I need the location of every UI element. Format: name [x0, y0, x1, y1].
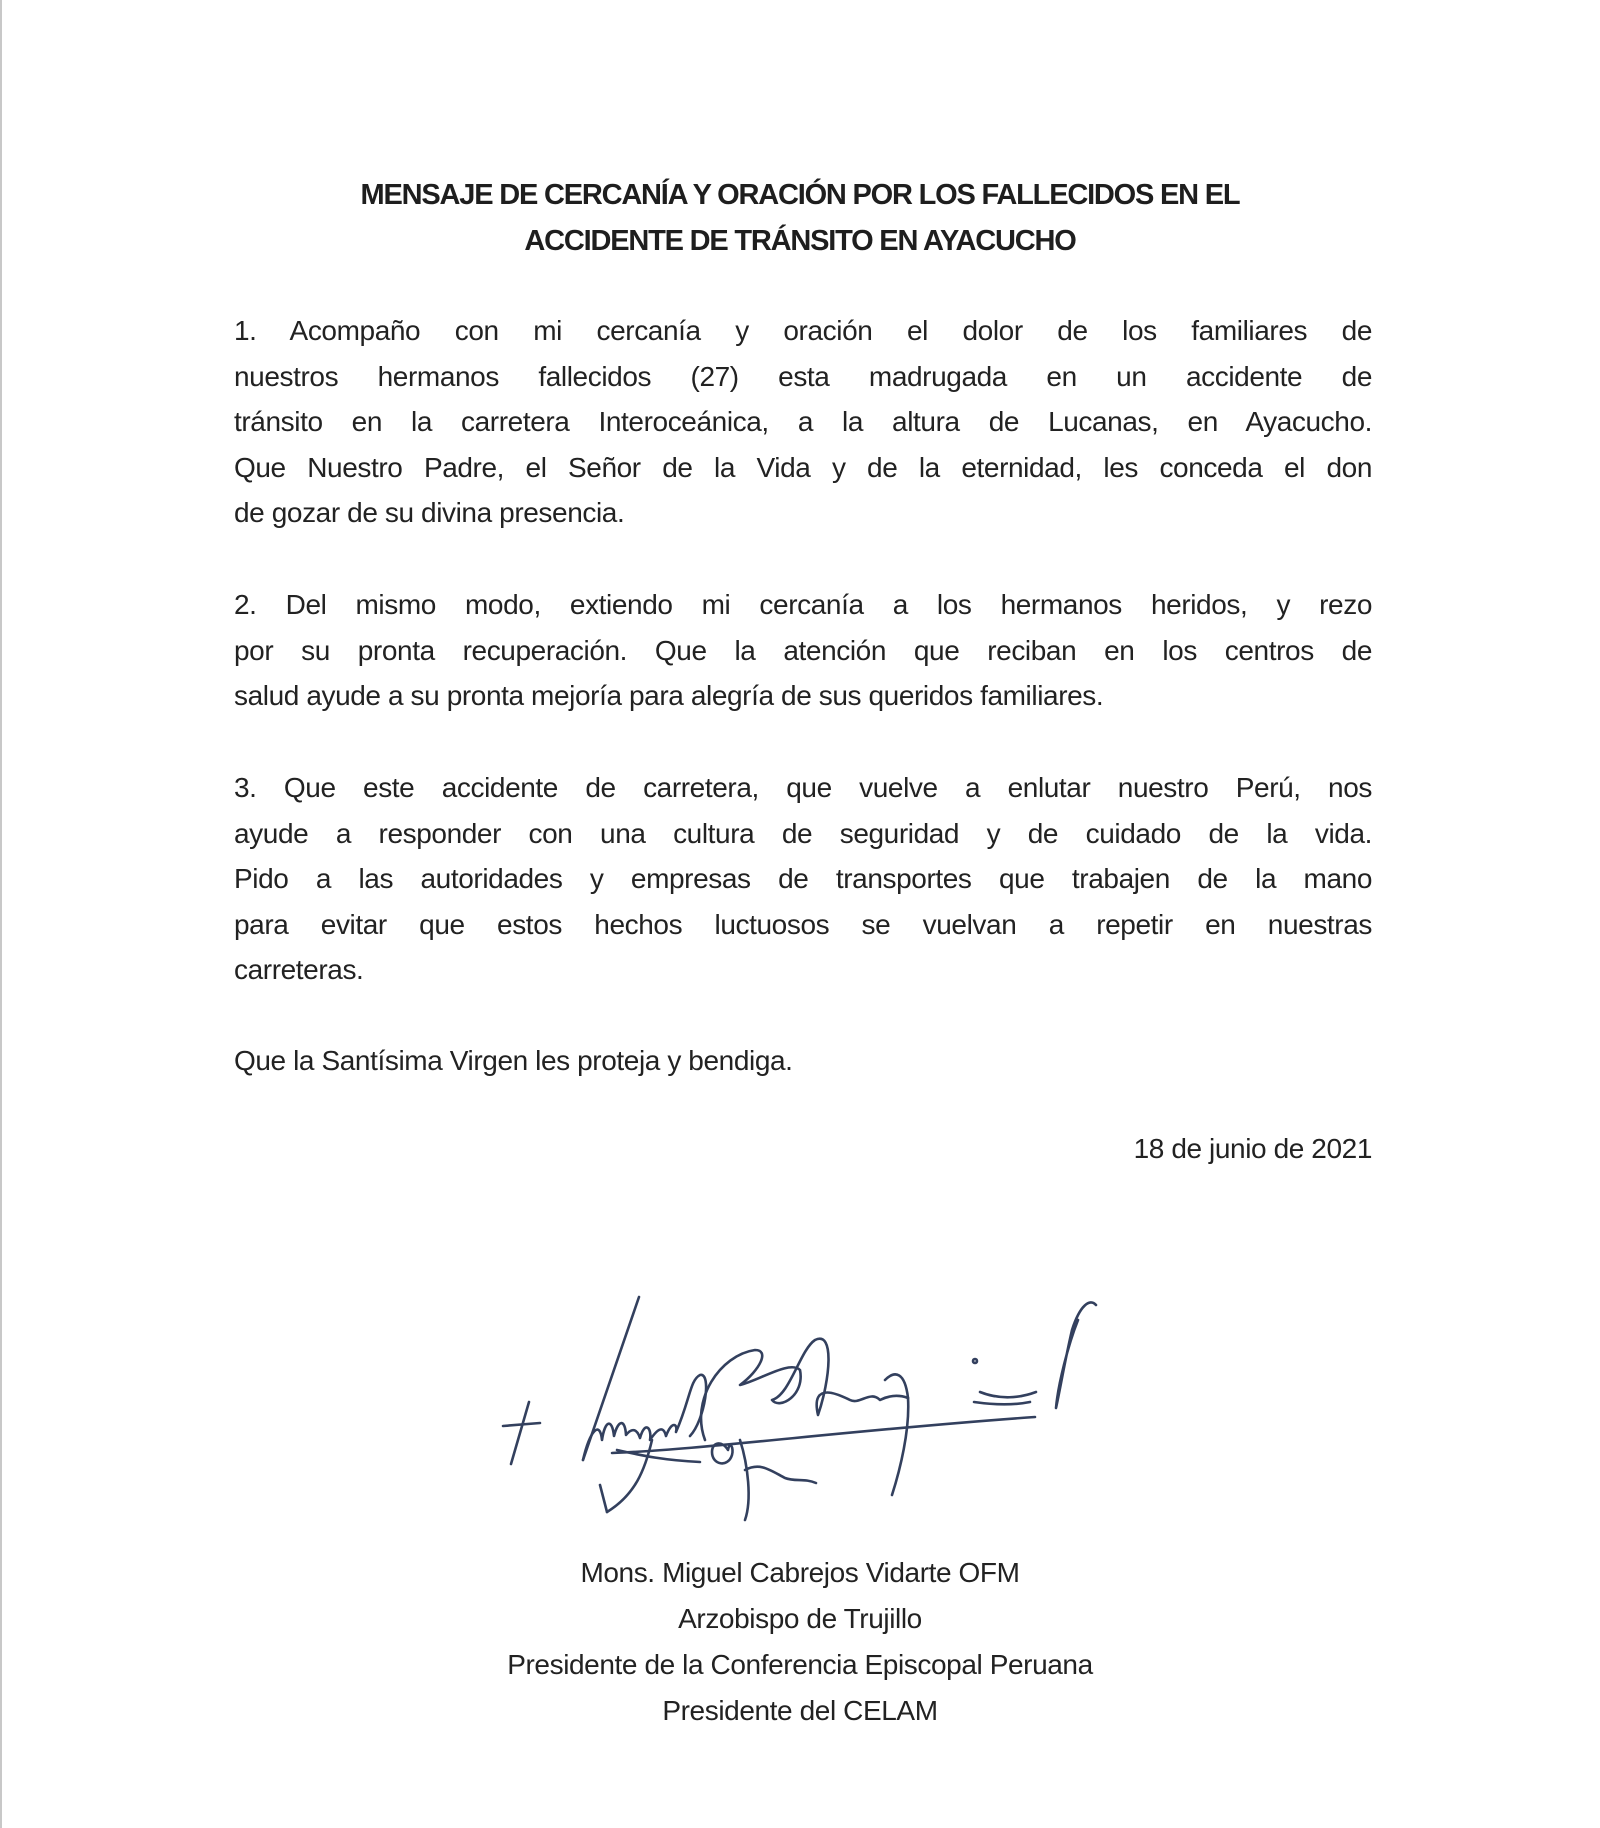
closing-blessing: Que la Santísima Virgen les proteja y bendiga. — [234, 1045, 793, 1076]
paragraph-line: carreteras. — [234, 954, 364, 985]
paragraph-line: para evitar que estos hechos luctuosos se vuelvan a repetir en nuestras — [234, 908, 1372, 940]
signatory-role: Presidente de la Conferencia Episcopal Peruana — [507, 1649, 1093, 1680]
paragraph-line: 2. Del mismo modo, extiendo mi cercanía a los hermanos heridos, y rezo — [234, 589, 1372, 620]
signatory-name: Mons. Miguel Cabrejos Vidarte OFM — [580, 1557, 1020, 1588]
paragraph-2 — [234, 582, 1372, 719]
paragraph-1 — [234, 308, 1372, 536]
paragraph-line: ayude a responder con una cultura de seguridad y de cuidado de la vida. — [234, 817, 1372, 849]
paragraph-line: nuestros hermanos fallecidos (27) esta madrugada en un accidente de — [234, 360, 1372, 392]
document-date: 18 de junio de 2021 — [1133, 1133, 1372, 1164]
paragraph-line: salud ayude a su pronta mejoría para alegría de sus queridos familiares. — [234, 680, 1104, 711]
paragraph-line: 3. Que este accidente de carretera, que vuelve a enlutar nuestro Perú, nos — [234, 772, 1372, 803]
paragraph-3 — [234, 765, 1372, 993]
page-edge-rule — [0, 0, 2, 1828]
signatory-block — [300, 1550, 1300, 1734]
paragraph-line: 1. Acompaño con mi cercanía y oración el dolor de los familiares de — [234, 315, 1372, 346]
title-line-1: MENSAJE DE CERCANÍA Y ORACIÓN POR LOS FALLECIDOS EN EL — [360, 179, 1240, 211]
signatory-role: Arzobispo de Trujillo — [678, 1603, 922, 1634]
paragraph-line: Pido a las autoridades y empresas de transportes que trabajen de la mano — [234, 863, 1372, 894]
paragraph-line: por su pronta recuperación. Que la atención que reciban en los centros de — [234, 634, 1372, 666]
paragraph-line: de gozar de su divina presencia. — [234, 497, 625, 528]
signatory-role: Presidente del CELAM — [662, 1695, 938, 1726]
document-title — [290, 172, 1310, 264]
title-line-2: ACCIDENTE DE TRÁNSITO EN AYACUCHO — [524, 225, 1076, 257]
paragraph-line: tránsito en la carretera Interoceánica, a la altura de Lucanas, en Ayacucho. — [234, 406, 1372, 437]
paragraph-line: Que Nuestro Padre, el Señor de la Vida y de la eternidad, les conceda el don — [234, 451, 1372, 483]
